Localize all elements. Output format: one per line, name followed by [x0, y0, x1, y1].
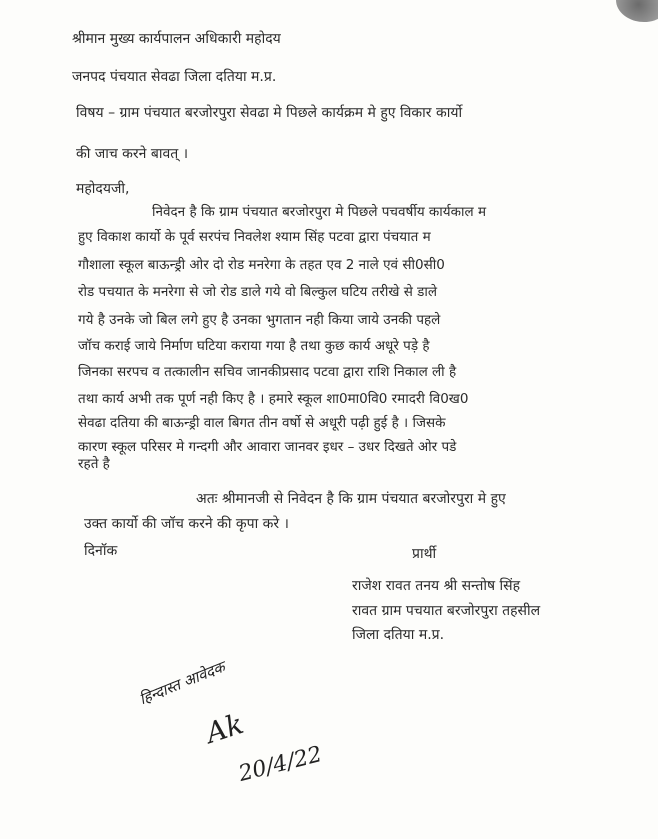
applicant-line: राजेश रावत तनय श्री सन्तोष सिंह — [352, 578, 521, 594]
addressee-line-2: जनपद पंचयात सेवढा जिला दतिया म.प्र. — [72, 69, 277, 85]
body-line: जॉच कराई जाये निर्माण घटिया कराया गया है तथा कुछ कार्य अधूरे पड़े है — [78, 338, 430, 354]
scan-corner-mark — [616, 0, 658, 22]
addressee-line-1: श्रीमान मुख्य कार्यपालन अधिकारी महोदय — [72, 31, 281, 47]
body-line: सेवढा दतिया की बाऊन्ड्री वाल बिगत तीन वर्षो से अधूरी पढ़ी हुई है । जिसके — [78, 415, 446, 431]
date-label: दिनॉक — [84, 543, 118, 559]
request-line-1: अतः श्रीमानजी से निवेदन है कि ग्राम पंचयात बरजोरपुरा मे हुए — [196, 491, 506, 507]
applicant-line: जिला दतिया म.प्र. — [352, 627, 445, 643]
request-line-2: उक्त कार्यो की जॉच करने की कृपा करे । — [84, 516, 289, 532]
body-line: रोड पचयात के मनरेगा से जो रोड डाले गये वो बिल्कुल घटिय तरीखे से डाले — [78, 284, 437, 300]
subject-line-1: विषय – ग्राम पंचयात बरजोरपुरा सेवढा मे पिछले कार्यक्रम मे हुए विकार कार्यो — [76, 105, 463, 121]
handwritten-note: हिन्दास्त आवेदक — [136, 657, 228, 709]
salutation: महोदयजी, — [76, 181, 130, 197]
handwritten-signature: Ak — [201, 707, 248, 750]
applicant-label: प्रार्थी — [412, 546, 437, 562]
body-line: निवेदन है कि ग्राम पंचयात बरजोरपुरा मे पिछले पचवर्षीय कार्यकाल म — [152, 204, 487, 220]
body-line: हुए विकाश कार्यो के पूर्व सरपंच निवलेश श्याम सिंह पटवा द्वारा पंचयात म — [78, 229, 431, 245]
applicant-line: रावत ग्राम पचयात बरजोरपुरा तहसील — [352, 603, 541, 619]
body-line: गौशाला स्कूल बाऊन्ड्री ओर दो रोड मनरेगा के तहत एव 2 नाले एवं सी0सी0 — [78, 257, 445, 273]
body-line: तथा कार्य अभी तक पूर्ण नही किए है । हमारे स्कूल शा0मा0वि0 रमादरी वि0ख0 — [78, 391, 469, 407]
handwritten-date: 20/4/22 — [236, 742, 325, 787]
body-line: जिनका सरपच व तत्कालीन सचिव जानकीप्रसाद पटवा द्वारा राशि निकाल ली है — [78, 364, 457, 380]
body-line: गये है उनके जो बिल लगे हुए है उनका भुगतान नही किया जाये उनकी पहले — [78, 312, 441, 328]
body-line: रहते है — [78, 456, 110, 472]
subject-line-2: की जाच करने बावत् । — [76, 146, 189, 162]
body-line: कारण स्कूल परिसर मे गन्दगी और आवारा जानवर इधर – उधर दिखते ओर पडे — [78, 439, 457, 455]
